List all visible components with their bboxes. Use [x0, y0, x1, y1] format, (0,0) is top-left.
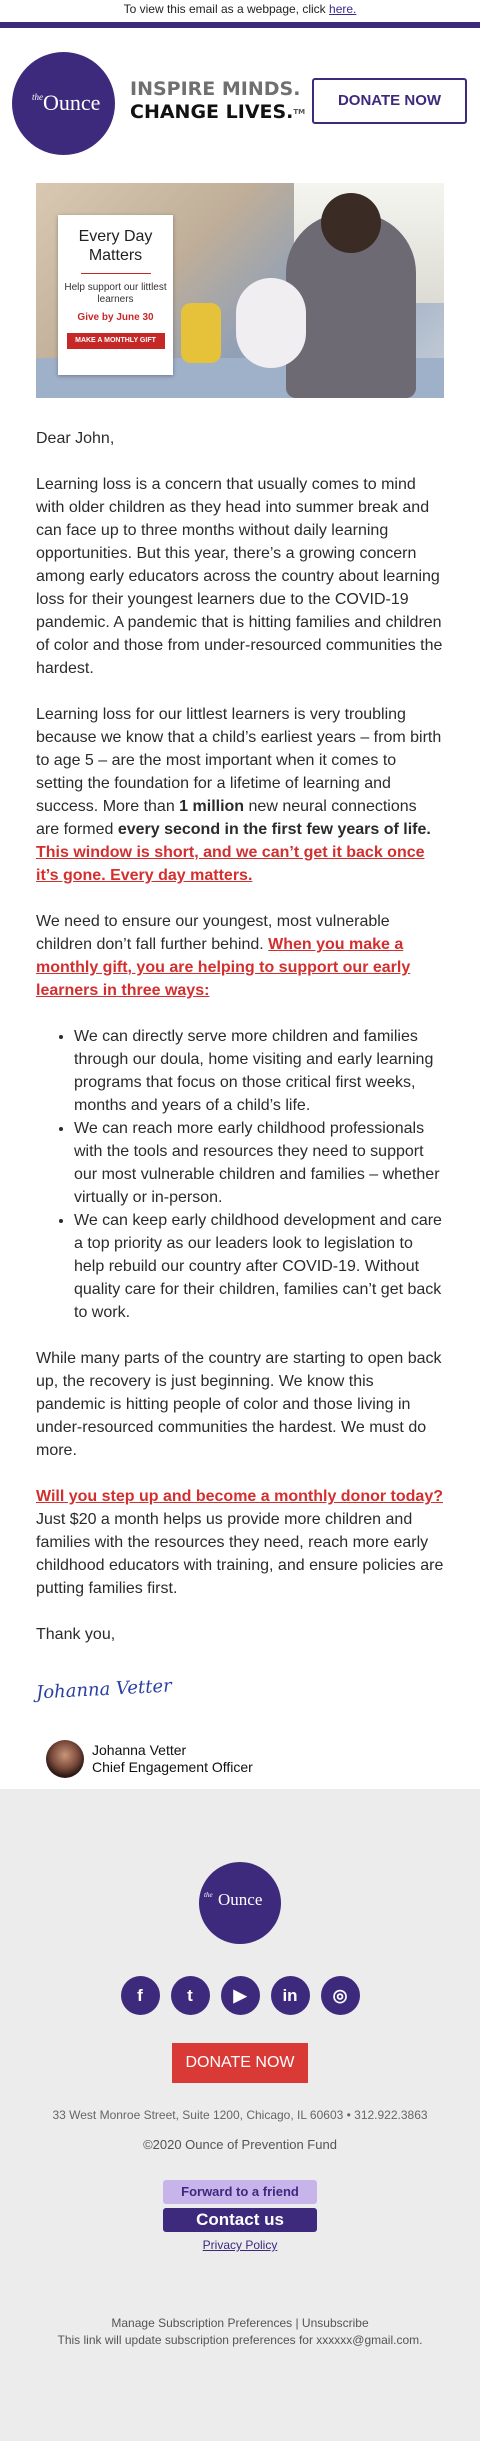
- facebook-icon[interactable]: f: [121, 1976, 160, 2015]
- preheader: [0, 0, 480, 28]
- hero-card-subtitle: Help support our littlest learners: [64, 282, 167, 305]
- paragraph-1: Learning loss is a concern that usually comes to mind with older children as they head into summer break and can face up to three months without daily learning opportunities. But this year, there’s a growing concern among early educators across the country about learning loss for their youngest learners due to the COVID-19 pandemic. A pandemic that is hitting families and children of color and those from under-resourced communities the hardest.: [36, 476, 443, 677]
- make-monthly-gift-button[interactable]: MAKE A MONTHLY GIFT: [67, 333, 165, 349]
- linkedin-icon[interactable]: in: [271, 1976, 310, 2015]
- tagline-line1: INSPIRE MINDS.: [130, 78, 301, 100]
- hero-image[interactable]: [36, 183, 444, 398]
- email-body: [0, 183, 480, 1789]
- ounce-logo[interactable]: the Ounce: [12, 52, 115, 155]
- letter: [36, 398, 444, 1646]
- email-footer: [0, 1842, 480, 2347]
- social-links: [0, 1976, 480, 2015]
- donate-now-button[interactable]: DONATE NOW: [312, 78, 467, 124]
- forward-to-friend-button[interactable]: Forward to a friend: [163, 2180, 317, 2204]
- paragraph-5: Will you step up and become a monthly donor today? Just $20 a month helps us provide more children and families with the resources they need, reach more early childhood educators with training, and ensure policies are putting families first.: [36, 1488, 444, 1597]
- signer-name: Johanna Vetter: [92, 1742, 187, 1758]
- footer-logo[interactable]: the Ounce: [199, 1862, 281, 1944]
- list-item: • We can directly serve more children and families through our doula, home visiting and early learning programs that focus on those critical first weeks, months and years of a child’s life.: [74, 1025, 444, 1117]
- tagline: [130, 78, 305, 124]
- impact-list: [74, 1025, 444, 1324]
- tagline-line2: CHANGE LIVES.™: [130, 101, 306, 123]
- youtube-icon[interactable]: ▶: [221, 1976, 260, 2015]
- subscription-note: This link will update subscription preferences for xxxxxx@gmail.com.: [57, 2333, 423, 2347]
- list-item: • We can reach more early childhood professionals with the tools and resources they need to support our most vulnerable children and families – whether virtually or in-person.: [74, 1117, 444, 1209]
- signature: [36, 1669, 444, 1729]
- twitter-icon[interactable]: t: [171, 1976, 210, 2015]
- instagram-icon[interactable]: ◎: [321, 1976, 360, 2015]
- subscription-links: [0, 2315, 480, 2349]
- signer-title: Chief Engagement Officer: [92, 1759, 253, 1775]
- hero-card: [58, 215, 173, 375]
- signature-script: Johanna Vetter: [35, 1675, 173, 1704]
- privacy-policy-link[interactable]: Privacy Policy: [202, 2238, 278, 2252]
- email-header: [0, 28, 480, 183]
- contact-us-button[interactable]: Contact us: [163, 2208, 317, 2232]
- every-day-matters-link[interactable]: This window is short, and we can’t get it back once it’s gone. Every day matters.: [36, 844, 425, 884]
- list-item: • We can keep early childhood development and care a top priority as our leaders look to legislation to help rebuild our country after COVID-19. Without quality care for their children, families can’t get back to work.: [74, 1209, 444, 1324]
- paragraph-3: We need to ensure our youngest, most vulnerable children don’t fall further behind. When you make a monthly gift, you are helping to support our early learners in three ways:: [36, 913, 411, 999]
- greeting: Dear John,: [36, 430, 115, 447]
- monthly-gift-link[interactable]: When you make a monthly gift, you are helping to support our early learners in three ways:: [36, 936, 411, 999]
- view-webpage-link[interactable]: here.: [329, 2, 357, 16]
- paragraph-4: While many parts of the country are starting to open back up, the recovery is just beginning. We know this pandemic is hitting people of color and those living in under-resourced communities the hardest. We must do more.: [36, 1350, 442, 1459]
- paragraph-2: Learning loss for our littlest learners is very troubling because we know that a child’s earliest years – from birth to age 5 – are the most important when it comes to setting the foundation for a lifetime of learning and success. More than 1 million new neural connections are formed every second in the first few years of life. This window is short, and we can’t get it back once it’s gone. Every day matters.: [36, 706, 442, 884]
- avatar: [46, 1740, 84, 1778]
- hero-card-divider: [81, 273, 151, 274]
- footer-donate-button[interactable]: DONATE NOW: [172, 2043, 308, 2083]
- copyright: ©2020 Ounce of Prevention Fund: [143, 2137, 337, 2152]
- closing: Thank you,: [36, 1626, 116, 1643]
- manage-subscription-link[interactable]: Manage Subscription Preferences | Unsubscribe: [111, 2316, 369, 2330]
- preheader-text: To view this email as a webpage, click: [123, 2, 330, 16]
- hero-card-deadline: Give by June 30: [77, 312, 154, 323]
- signer-block: [36, 1729, 444, 1789]
- hero-card-title: Every Day Matters: [78, 228, 153, 264]
- become-monthly-donor-link[interactable]: Will you step up and become a monthly donor today?: [36, 1488, 443, 1505]
- address: 33 West Monroe Street, Suite 1200, Chicago, IL 60603 • 312.922.3863: [52, 2108, 428, 2122]
